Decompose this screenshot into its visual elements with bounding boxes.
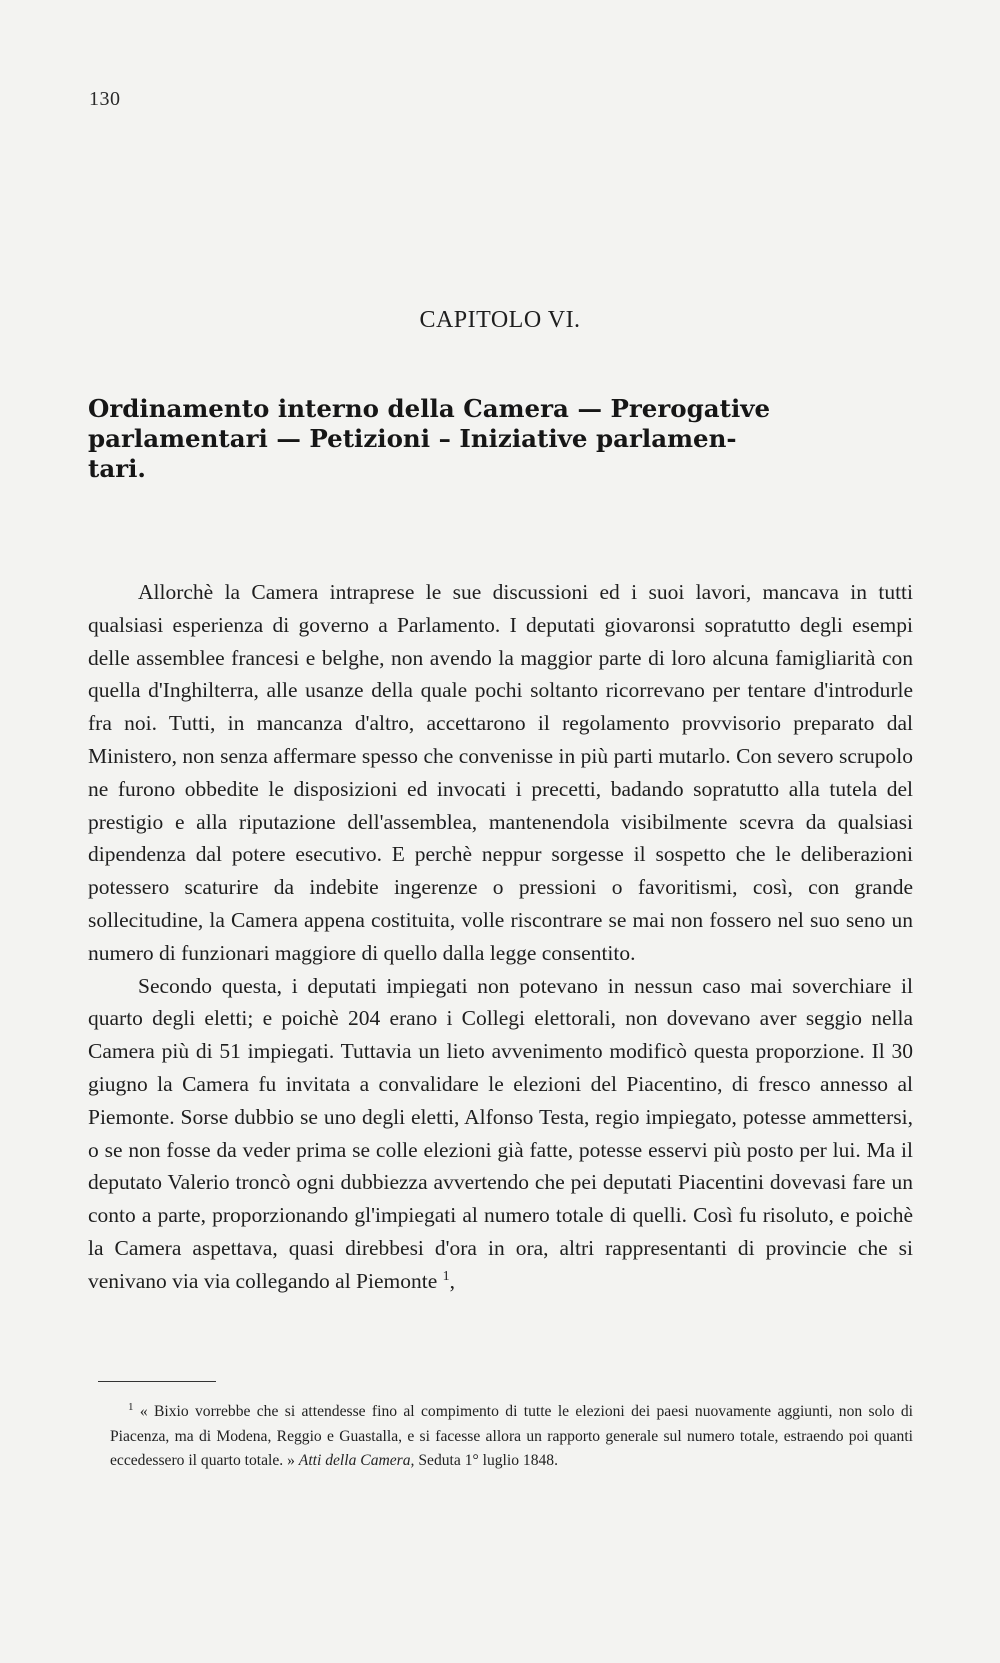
footnote-text: « Bixio vorrebbe che si attendesse fino al compimento di tutte le elezioni dei paesi nuovamente aggiunti, non solo di Piacenza, ma di Modena, Reggio e Guastalla, e si facesse allora un rapporto generale sul numero totale, estraendo poi quanti eccedessero il quarto totale. » (110, 1403, 913, 1469)
footnote-marker: 1 (128, 1400, 134, 1413)
chapter-title-line: Ordinamento interno della Camera — Prerogative (88, 394, 771, 423)
paragraph (88, 970, 913, 1298)
paragraph-text: Allorchè la Camera intraprese le sue discussioni ed i suoi lavori, mancava in tutti qualsiasi esperienza di governo a Parlamento. I deputati giovaronsi sopratutto degli esempi delle assemblee francesi e belghe, non avendo la maggior parte di loro alcuna famigliarità con quella d'Inghilterra, alle usanze della quale pochi soltanto ricorrevano per tentare d'introdurle fra noi. Tutti, in mancanza d'altro, accettarono il regolamento provvisorio preparato dal Ministero, non senza affermare spesso che convenisse in più parti mutarlo. Con severo scrupolo ne furono obbedite le disposizioni ed invocati i precetti, badando sopratutto alla tutela del prestigio e alla riputazione dell'assemblea, mantenendola visibilmente scevra da qualsiasi dipendenza dal potere esecutivo. E perchè neppur sorgesse il sospetto che le deliberazioni potessero scaturire da indebite ingerenze o pressioni o favoritismi, così, con grande sollecitudine, la Camera appena costituita, volle riscontrare se mai non fossero nel suo seno un numero di funzionari maggiore di quello dalla legge consentito. (88, 580, 913, 965)
page-number: 130 (89, 88, 121, 110)
footnote-reference: 1 (442, 1268, 450, 1284)
paragraph-text: Secondo questa, i deputati impiegati non potevano in nessun caso mai soverchiare il quarto degli eletti; e poichè 204 erano i Collegi elettorali, non dovevano aver seggio nella Camera più di 51 impiegati. Tuttavia un lieto avvenimento modificò questa proporzione. Il 30 giugno la Camera fu invitata a convalidare le elezioni del Piacentino, di fresco annesso al Piemonte. Sorse dubbio se uno degli eletti, Alfonso Testa, regio impiegato, potesse ammettersi, o se non fosse da veder prima se colle elezioni già fatte, potesse esservi più posto per lui. Ma il deputato Valerio troncò ogni dubbiezza avvertendo che pei deputati Piacentini dovevasi fare un conto a parte, proporzionando gl'impiegati al numero totale di quelli. Così fu risoluto, e poichè la Camera aspettava, quasi direbbesi d'ora in ora, altri rappresentanti di provincie che si venivano via via collegando al Piemonte (88, 973, 913, 1293)
chapter-heading: CAPITOLO VI. (419, 307, 581, 333)
footnote-divider (98, 1381, 216, 1382)
body-text (88, 576, 913, 1298)
chapter-title (88, 394, 908, 484)
footnote-source-detail: Seduta 1° luglio 1848. (418, 1452, 559, 1469)
paragraph (88, 576, 913, 970)
chapter-title-line: parlamentari — Petizioni – Iniziative parlamen- (88, 424, 737, 453)
footnote (110, 1400, 913, 1474)
paragraph-trailing-punctuation: , (449, 1268, 456, 1293)
chapter-title-line: tari. (88, 454, 146, 483)
footnote-source-title: Atti della Camera, (298, 1452, 415, 1469)
